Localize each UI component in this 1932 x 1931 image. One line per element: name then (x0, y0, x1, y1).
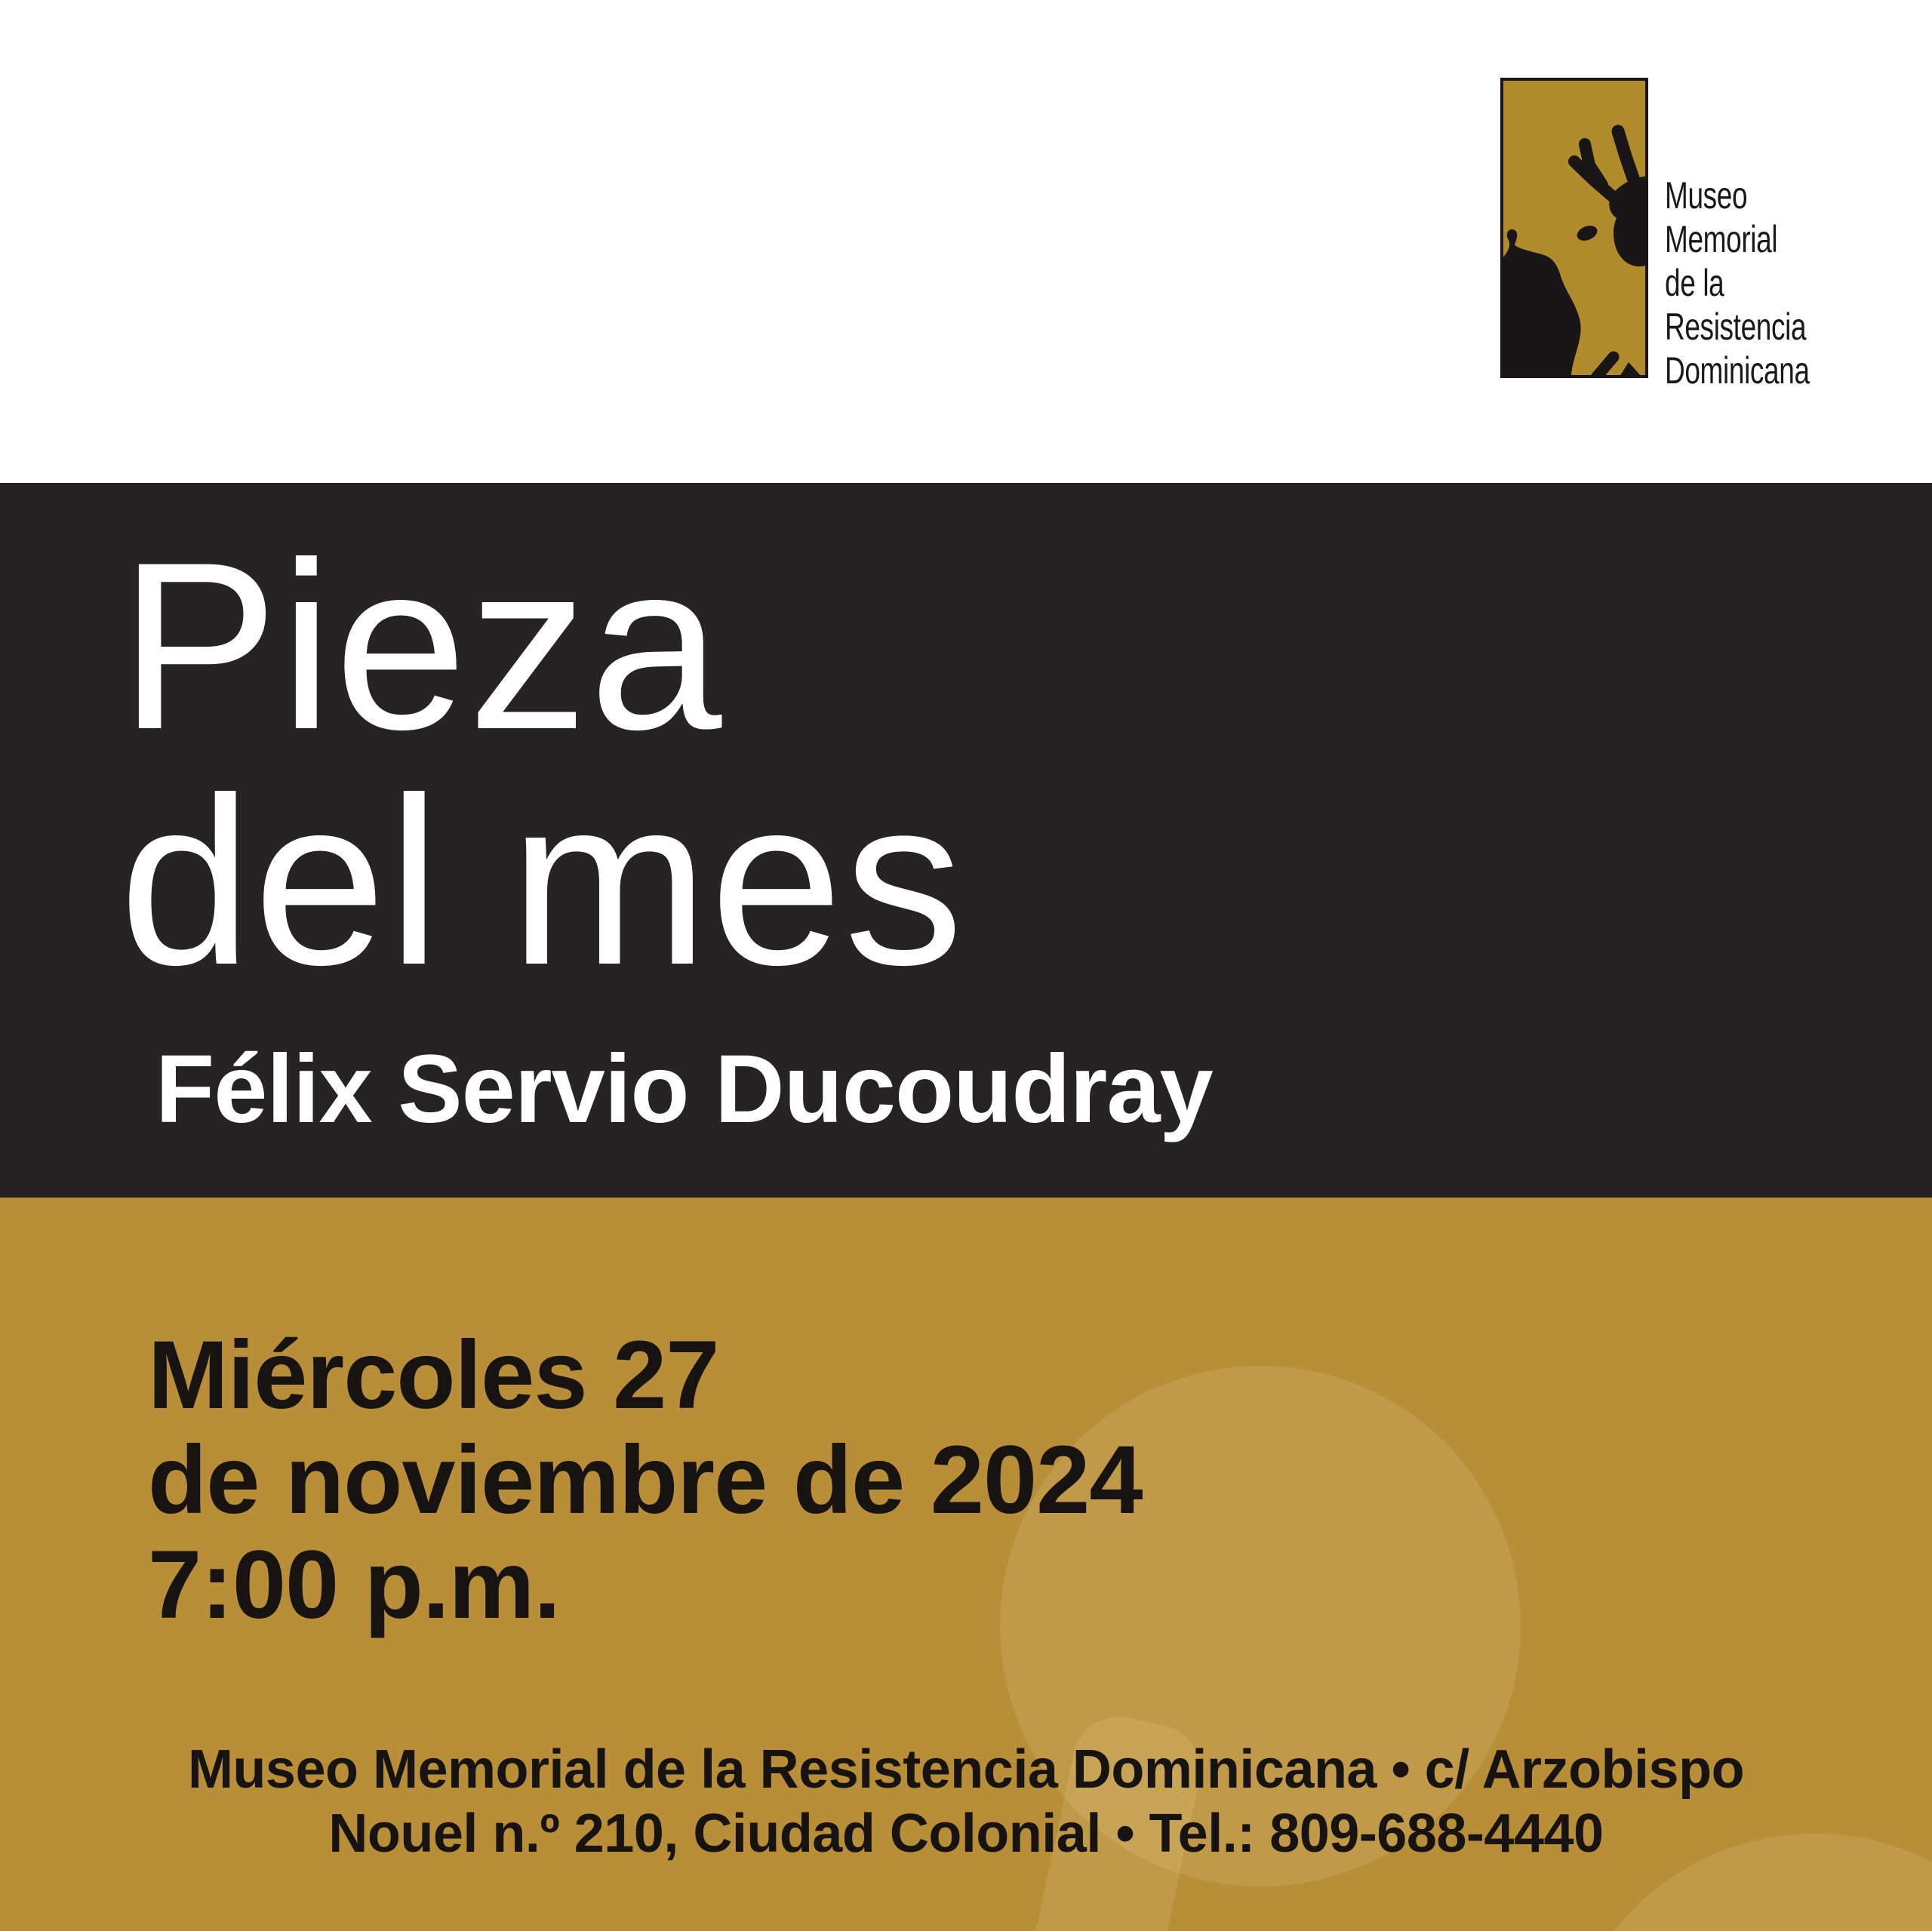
info-band (0, 1198, 1932, 1931)
subtitle-author: Félix Servio Ducoudray (155, 1035, 1213, 1143)
event-date-block (148, 1323, 1143, 1637)
footer-line-2: Nouel n.º 210, Ciudad Colonial • Tel.: 809-688-4440 (328, 1803, 1604, 1864)
logo-wordmark-line: Museo (1665, 174, 1748, 217)
logo-wordmark (1665, 174, 1810, 392)
header-band (0, 0, 1932, 483)
logo-wordmark-line: Memorial (1665, 218, 1778, 260)
page-title-line2: del mes (119, 748, 965, 1014)
logo-wordmark-line: Dominicana (1665, 349, 1810, 392)
logo-wordmark-line: de la (1665, 262, 1724, 304)
title-band (0, 483, 1932, 1198)
date-line-3: 7:00 p.m. (148, 1531, 560, 1639)
museum-logo-handprint-icon (1500, 78, 1648, 378)
footer-line-1: Museo Memorial de la Resistencia Dominicana • c/ Arzobispo (187, 1739, 1745, 1800)
logo-wordmark-line: Resistencia (1665, 306, 1807, 348)
page-title-line1: Pieza (119, 512, 724, 779)
page-title (119, 512, 965, 1014)
footer-address (0, 1738, 1932, 1866)
date-line-1: Miércoles 27 (148, 1321, 719, 1429)
date-line-2: de noviembre de 2024 (148, 1426, 1143, 1534)
